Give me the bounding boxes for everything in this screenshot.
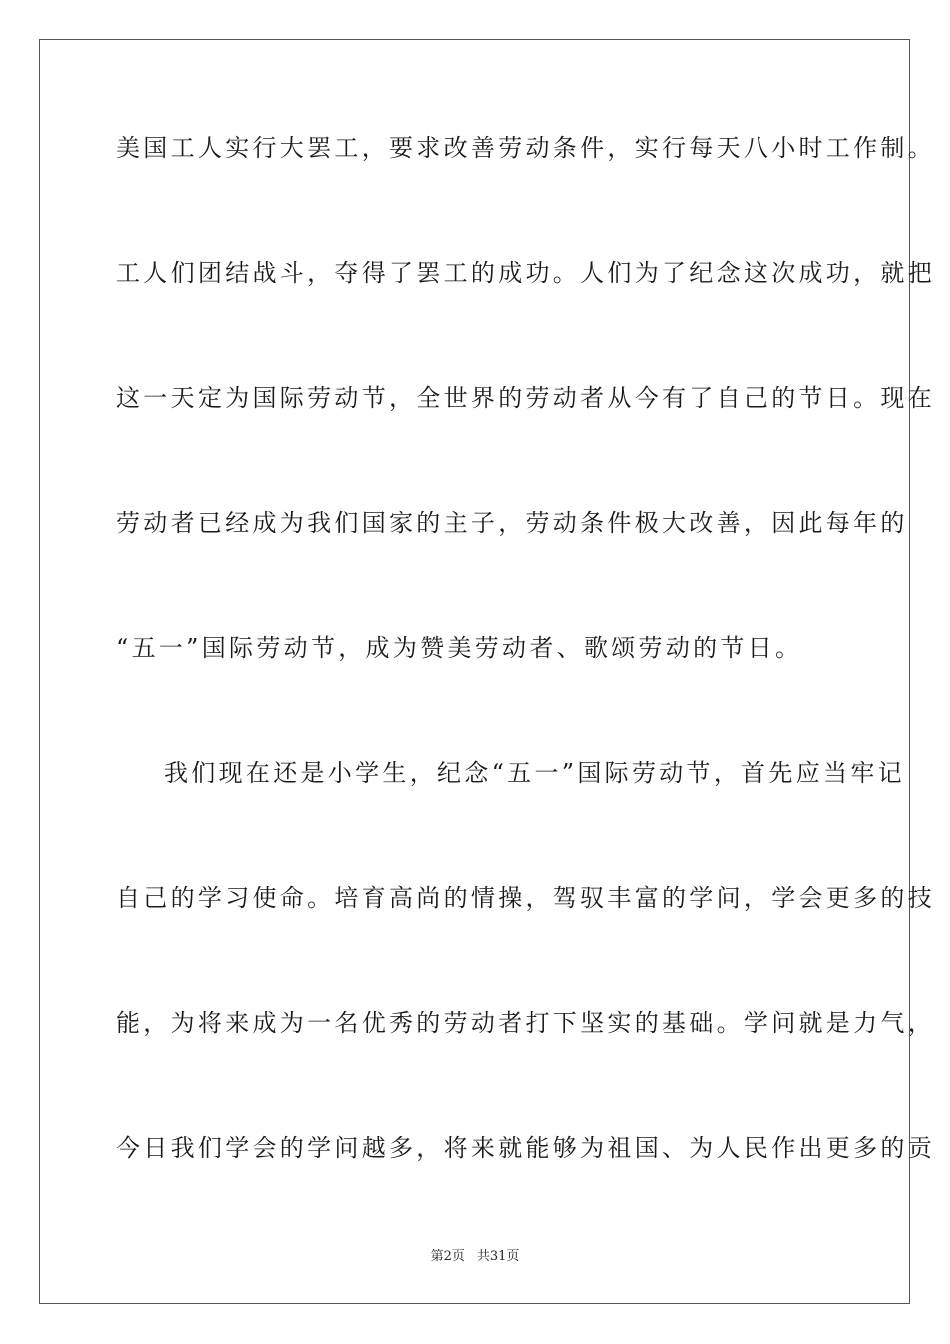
text-line: 美国工人实行大罢工，要求改善劳动条件，实行每天八小时工作制。 [116, 134, 935, 162]
paragraph-start-line: 我们现在还是小学生，纪念“五一”国际劳动节，首先应当牢记 [164, 759, 905, 787]
text-line: 劳动者已经成为我们国家的主子，劳动条件极大改善，因此每年的 [116, 509, 908, 537]
page-number: 第2页 [430, 1249, 465, 1264]
text-line: 这一天定为国际劳动节，全世界的劳动者从今有了自己的节日。现在 [116, 384, 935, 412]
text-line: “五一”国际劳动节，成为赞美劳动者、歌颂劳动的节日。 [116, 634, 803, 662]
text-line: 工人们团结战斗，夺得了罢工的成功。人们为了纪念这次成功，就把 [116, 259, 935, 287]
text-line: 今日我们学会的学问越多，将来就能够为祖国、为人民作出更多的贡 [116, 1134, 935, 1162]
page-total: 共31页 [476, 1249, 520, 1264]
page-border [39, 39, 935, 1304]
text-line: 能，为将来成为一名优秀的劳动者打下坚实的基础。学问就是力气， [116, 1009, 935, 1037]
page-footer [0, 1248, 950, 1266]
text-line: 自己的学习使命。培育高尚的情操，驾驭丰富的学问，学会更多的技 [116, 884, 935, 912]
